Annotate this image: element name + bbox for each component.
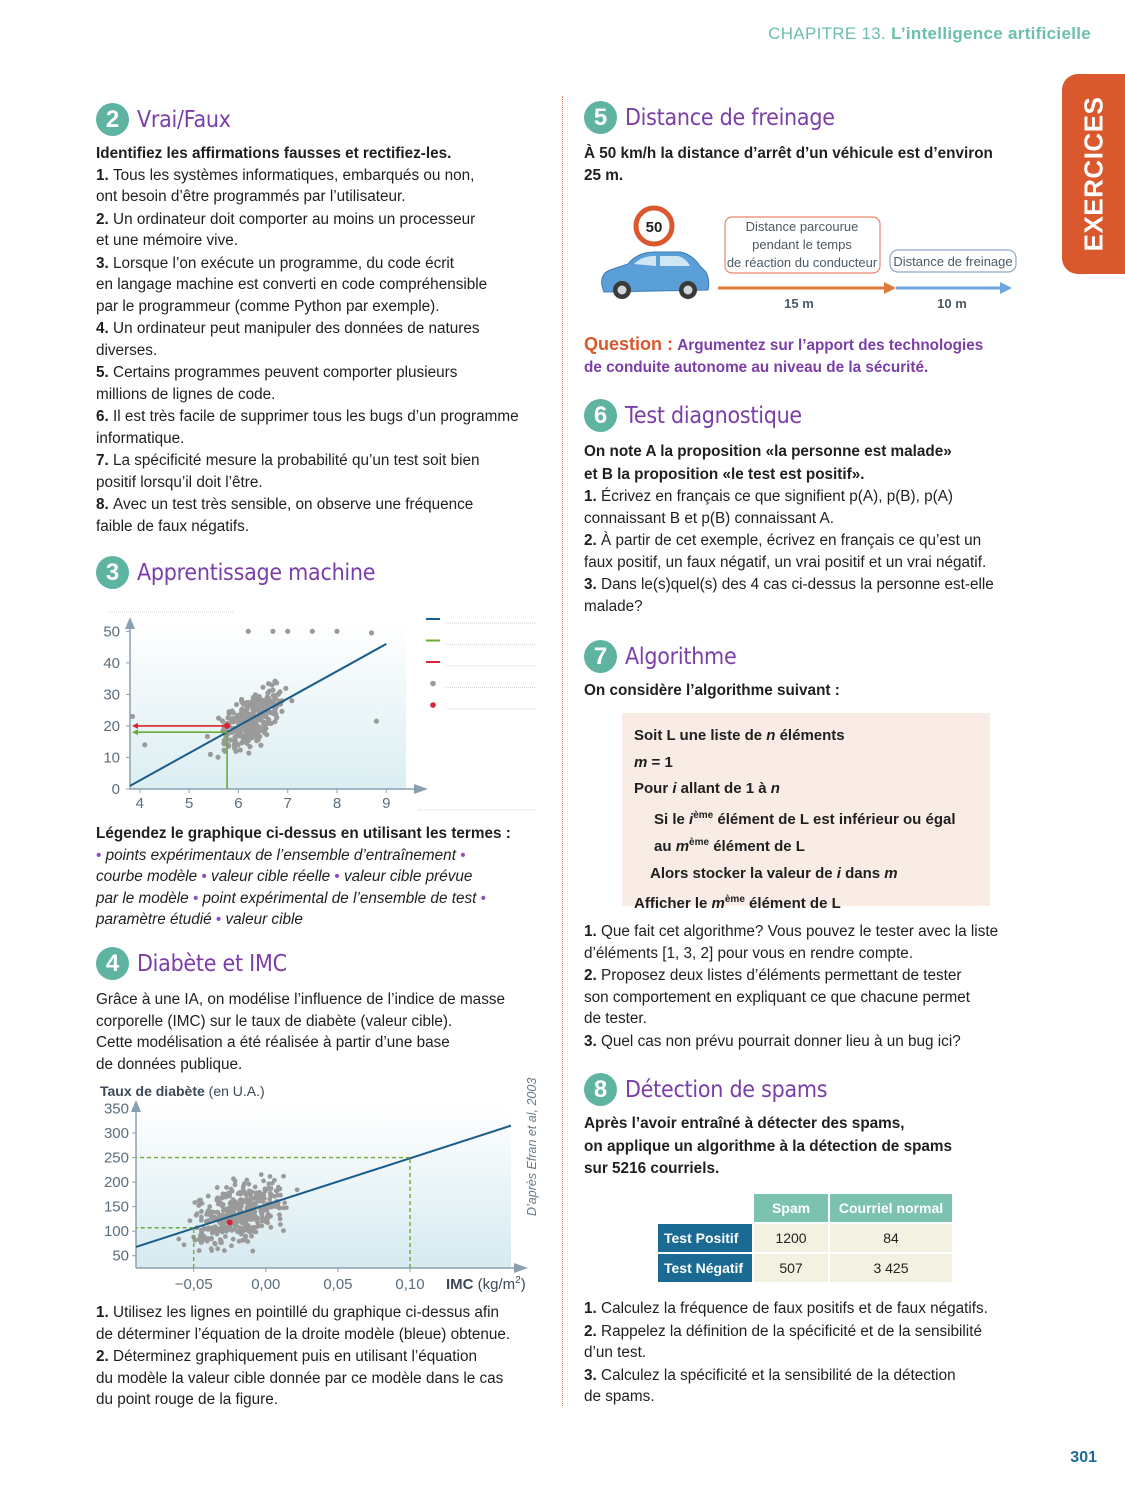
svg-text:pendant le temps: pendant le temps (752, 237, 852, 252)
ex2-heading (96, 103, 241, 136)
svg-text:30: 30 (103, 686, 120, 704)
cell-tn-spam: 507 (754, 1254, 828, 1282)
row-header-positive: Test Positif (658, 1224, 752, 1252)
svg-text:4: 4 (135, 795, 145, 812)
ex6-item-1: 1. Écrivez en français ce que signifient p(A), p(B), p(A) connaissant B et p(B) connaissant A. (584, 488, 953, 527)
speed-limit-sign-icon (636, 208, 672, 244)
ex4-title: Diabète et IMC (137, 950, 287, 977)
ex8-heading (584, 1073, 850, 1106)
chapter-title: L’intelligence artificielle (891, 24, 1091, 43)
ex3-title: Apprentissage machine (137, 559, 376, 586)
ex6-title: Test diagnostique (625, 402, 802, 429)
ex4-intro-line-1: Grâce à une IA, on modélise l’influence de l’indice de masse (96, 991, 505, 1008)
question-label: Question : (584, 334, 673, 354)
ex7-number-badge: 7 (584, 640, 617, 673)
row-header-negative: Test Négatif (658, 1254, 752, 1282)
ex2-instruction: Identifiez les affirmations fausses et rectifiez-les. (96, 145, 452, 162)
ex4-diabetes-chart (96, 1076, 546, 1298)
ex6-number-badge: 6 (584, 399, 617, 432)
ex4-intro-line-2: corporelle (IMC) sur le taux de diabète (valeur cible). (96, 1012, 453, 1030)
side-tab-label: EXERCICES (1078, 96, 1108, 252)
ex2-item-2: 2. Un ordinateur doit comporter au moins un processeur et une mémoire vive. (96, 210, 476, 249)
ex7-item-2: 2. Proposez deux listes d’éléments permettant de tester son comportement en expliquant ce que chacune permet de tester. (584, 967, 971, 1027)
ex4-number-badge: 4 (96, 947, 129, 980)
ex6-intro-line-2: et B la proposition «le test est positif». (584, 466, 865, 483)
ex2-title: Vrai/Faux (137, 106, 231, 133)
ex2-body (96, 143, 556, 538)
ex4-item-1: 1. Utilisez les lignes en pointillé du graphique ci-dessus afin de déterminer l’équation de la droite modèle (bleue) obtenue. (96, 1304, 511, 1343)
ex5-intro-line-2: 25 m. (584, 167, 624, 184)
ex6-body (584, 440, 1044, 618)
ex2-item-3: 3. Lorsque l’on exécute un programme, du code écrit en langage machine est converti en code compréhensible par le programmeur (comme Python par exemple). (96, 254, 488, 315)
exercices-side-tab (1062, 74, 1125, 274)
column-divider (562, 96, 563, 1406)
svg-text:0,10: 0,10 (395, 1276, 425, 1293)
chart2-source: D’après Efran et al, 2003 (525, 1077, 539, 1216)
ex4-item-2: 2. Déterminez graphiquement puis en utilisant l’équation du modèle la valeur cible donnée par ce modèle dans le cas du point rouge de la figure. (96, 1348, 504, 1408)
svg-text:40: 40 (103, 654, 120, 672)
ex8-title: Détection de spams (625, 1076, 828, 1103)
svg-text:10: 10 (103, 749, 120, 767)
ex6-item-2: 2. À partir de cet exemple, écrivez en français ce qu’est un faux positif, un faux négatif, un vrai positif et un vrai négatif. (584, 532, 987, 571)
svg-text:100: 100 (103, 1223, 129, 1241)
ex2-item-7: 7. La spécificité mesure la probabilité qu’un test soit bien positif lorsqu’il doit l’être. (96, 452, 480, 491)
ex2-item-5: 5. Certains programmes peuvent comporter plusieurs millions de lignes de code. (96, 364, 458, 403)
ex3-terms-line-2: courbe modèle • valeur cible réelle • valeur cible prévue (96, 868, 473, 885)
cell-tn-normal: 3 425 (830, 1254, 952, 1282)
ex3-scatter-chart (96, 605, 546, 815)
cell-tp-spam: 1200 (754, 1224, 828, 1252)
table-row (658, 1224, 952, 1252)
ex8-questions (584, 1298, 1044, 1409)
question-line-1: Argumentez sur l’apport des technologies (677, 337, 984, 354)
spam-results-table (656, 1192, 954, 1284)
svg-text:20: 20 (103, 717, 120, 735)
col-header-normal: Courriel normal (830, 1194, 952, 1222)
ex3-body (96, 823, 556, 931)
ex7-item-1: 1. Que fait cet algorithme? Vous pouvez le tester avec la liste d’éléments [1, 3, 2] pour vous en rendre compte. (584, 923, 999, 962)
chart2-ylabel: Taux de diabète (en U.A.) (100, 1083, 265, 1099)
cell-tp-normal: 84 (830, 1224, 952, 1252)
ex3-number-badge: 3 (96, 556, 129, 589)
ex2-item-8: 8. Avec un test très sensible, on observe une fréquence faible de faux négatifs. (96, 496, 474, 535)
svg-text:300: 300 (103, 1125, 129, 1142)
ex6-intro-line-1: On note A la proposition «la personne est malade» (584, 443, 952, 460)
svg-text:50: 50 (645, 219, 663, 236)
ex4-intro (96, 989, 556, 1075)
ex2-number-badge: 2 (96, 103, 129, 136)
ex8-item-1: 1. Calculez la fréquence de faux positifs et de faux négatifs. (584, 1300, 988, 1317)
ex8-item-2: 2. Rappelez la définition de la spécificité et de la sensibilité d’un test. (584, 1322, 982, 1361)
chapter-header (768, 24, 1091, 44)
col-header-spam: Spam (754, 1194, 828, 1222)
svg-text:15 m: 15 m (784, 296, 814, 311)
ex8-intro-line-3: sur 5216 courriels. (584, 1160, 720, 1177)
ex5-title: Distance de freinage (625, 104, 835, 131)
ex3-heading (96, 556, 402, 589)
ex5-heading (584, 101, 858, 134)
svg-text:7: 7 (283, 795, 292, 812)
ex7-heading (584, 640, 749, 673)
svg-text:de réaction du conducteur: de réaction du conducteur (726, 255, 878, 270)
svg-text:200: 200 (103, 1174, 129, 1192)
chart2-xlabel: IMC $(kg/m^2)$ (446, 1275, 526, 1293)
ex8-intro (584, 1113, 1044, 1181)
svg-text:0,05: 0,05 (323, 1276, 353, 1293)
ex3-terms (96, 845, 556, 931)
table-row (658, 1254, 952, 1282)
ex3-instruction: Légendez le graphique ci-dessus en utilisant les termes : (96, 825, 511, 842)
ex5-intro (584, 143, 1044, 187)
svg-text:350: 350 (103, 1100, 129, 1118)
ex2-item-4: 4. Un ordinateur peut manipuler des données de natures diverses. (96, 320, 480, 359)
ex4-questions (96, 1302, 556, 1412)
ex8-intro-line-2: on applique un algorithme à la détection de spams (584, 1137, 953, 1155)
ex7-item-3: 3. Quel cas non prévu pourrait donner lieu à un bug ici? (584, 1032, 961, 1050)
svg-text:250: 250 (103, 1149, 129, 1167)
ex7-title: Algorithme (625, 643, 737, 670)
ex3-terms-line-3: par le modèle • point expérimental de l’ensemble de test • (96, 889, 486, 907)
svg-text:50: 50 (112, 1247, 129, 1265)
question-line-2: de conduite autonome au niveau de la sécurité. (584, 358, 929, 376)
ex4-intro-line-3: Cette modélisation a été réalisée à partir d’une base (96, 1034, 450, 1051)
ex6-heading (584, 399, 822, 432)
svg-text:9: 9 (382, 795, 391, 812)
svg-text:−0,05: −0,05 (174, 1276, 213, 1293)
ex7-questions (584, 921, 1044, 1053)
car-icon (602, 252, 709, 299)
svg-text:0: 0 (111, 781, 120, 798)
svg-text:0,00: 0,00 (251, 1276, 281, 1293)
svg-text:150: 150 (103, 1198, 129, 1216)
ex4-intro-line-4: de données publique. (96, 1055, 243, 1073)
ex3-terms-line-1: • points expérimentaux de l’ensemble d’entraînement • (96, 846, 466, 864)
chapter-prefix: CHAPITRE 13. (768, 24, 887, 43)
ex5-braking-diagram (584, 200, 1034, 320)
svg-text:Distance de freinage: Distance de freinage (893, 254, 1013, 269)
ex2-item-6: 6. Il est très facile de supprimer tous les bugs d’un programme informatique. (96, 408, 519, 447)
page-number: 301 (1070, 1449, 1097, 1466)
ex5-question (584, 334, 1044, 378)
ex2-item-1: 1. Tous les systèmes informatiques, embarqués ou non, ont besoin d’être programmés par l’utilisateur. (96, 166, 475, 205)
svg-text:6: 6 (234, 795, 243, 812)
svg-text:Distance parcourue: Distance parcourue (745, 219, 859, 234)
svg-text:50: 50 (103, 623, 120, 641)
algorithm-box: Soit L une liste de n éléments m = 1 Pour i allant de 1 à n Si le $i^{ème}$ élément de L est inférieur ou égal au $m^{ème}$ élément de L Alors stocker la valeur de i dans m Afficher le $m^{ème}$ élément de L (622, 713, 990, 906)
ex5-number-badge: 5 (584, 101, 617, 134)
ex8-number-badge: 8 (584, 1073, 617, 1106)
ex8-intro-line-1: Après l’avoir entraîné à détecter des spams, (584, 1115, 905, 1132)
ex8-item-3: 3. Calculez la spécificité et la sensibilité de la détection de spams. (584, 1366, 956, 1405)
svg-text:5: 5 (184, 795, 194, 812)
svg-text:10 m: 10 m (937, 296, 967, 311)
ex7-intro: On considère l’algorithme suivant : (584, 682, 840, 699)
ex3-terms-line-4: paramètre étudié • valeur cible (96, 911, 303, 928)
ex4-heading (96, 947, 303, 980)
ex6-item-3: 3. Dans le(s)quel(s) des 4 cas ci-dessus la personne est-elle malade? (584, 576, 994, 615)
ex2-item-list (96, 165, 556, 538)
ex5-intro-line-1: À 50 km/h la distance d’arrêt d’un véhicule est d’environ (584, 145, 993, 162)
svg-text:8: 8 (332, 795, 342, 812)
